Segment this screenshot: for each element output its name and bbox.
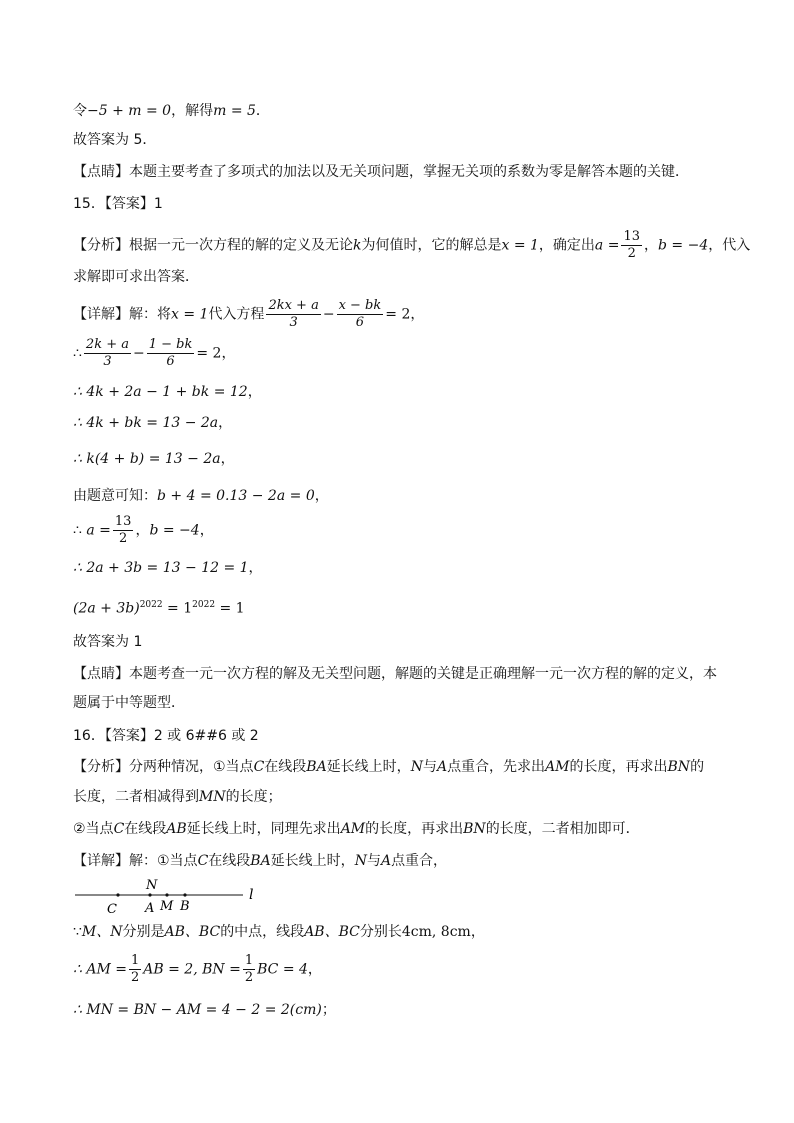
var: AB、BC: [164, 924, 221, 940]
question-16-answer: 16．【答案】2 或 6##6 或 2: [73, 728, 259, 744]
text: 点重合，: [391, 853, 448, 869]
text: 代入方程: [208, 306, 265, 323]
denominator: 2: [130, 970, 140, 985]
numerator: 1 − bk: [148, 337, 193, 352]
step-6: [73, 514, 214, 547]
operator: −: [322, 306, 335, 323]
denominator: 6: [355, 315, 365, 330]
point-M: [165, 893, 168, 896]
label-M: M: [160, 899, 174, 914]
text: 与: [366, 853, 381, 869]
because-symbol: ∵: [73, 924, 82, 940]
text: 的: [690, 759, 705, 775]
fraction: [113, 514, 134, 547]
text: ；: [321, 1002, 336, 1018]
denominator: 3: [289, 315, 298, 330]
fraction: [243, 953, 255, 986]
var: M、N: [81, 924, 123, 940]
text: 与: [422, 759, 437, 775]
equation: = 2: [385, 306, 411, 323]
step-mn: [73, 1001, 336, 1019]
equation: a =: [594, 237, 620, 254]
therefore-symbol: ∴: [73, 522, 82, 539]
text: 为何值时，它的解总是: [361, 237, 502, 254]
equation: (2a + 3b): [73, 600, 140, 617]
fraction: [337, 298, 384, 331]
analysis-16: [73, 758, 704, 776]
var: C: [197, 853, 209, 869]
equation: m = 5: [213, 103, 256, 119]
var: C: [253, 759, 265, 775]
text: ．: [255, 103, 270, 119]
var: A: [436, 759, 448, 775]
line-solve-m: [73, 102, 270, 120]
exponent: 2022: [192, 600, 216, 610]
denominator: 3: [103, 354, 112, 369]
equation: b = −4: [658, 237, 709, 254]
equation: ∴ 4k + 2a − 1 + bk = 12: [73, 384, 248, 400]
fraction: [84, 337, 131, 370]
label-l: l: [249, 887, 254, 903]
var: A: [380, 853, 392, 869]
text: 的长度，再求出: [569, 759, 668, 775]
text: 在线段: [208, 853, 251, 869]
var: AB: [166, 821, 187, 837]
step-7: [73, 559, 263, 577]
var: AM: [340, 821, 366, 837]
lengths: 4cm, 8cm: [401, 924, 471, 940]
text: ，: [248, 560, 263, 576]
var: N: [354, 853, 367, 869]
text: ，代入: [708, 237, 751, 254]
numerator: x − bk: [338, 298, 382, 313]
text: 的长度；: [225, 789, 282, 805]
text: ，解得: [171, 103, 214, 119]
equation: −5 + m = 0: [87, 103, 172, 119]
text: ，: [470, 924, 485, 940]
label-A: A: [145, 901, 155, 916]
numerator: 2k + a: [85, 337, 129, 352]
text: ，: [644, 237, 658, 254]
text: ，: [135, 522, 150, 539]
numerator: 1: [244, 953, 254, 968]
step-midpoints: [73, 923, 485, 941]
text: ，: [314, 488, 329, 504]
text: 延长线上时，: [270, 853, 355, 869]
step-8: [73, 596, 245, 618]
text: 的长度，二者相加即可．: [485, 821, 640, 837]
step-5: [73, 487, 329, 505]
text: ，: [247, 384, 262, 400]
text: 由题意可知：: [73, 488, 157, 504]
analysis-16-cont: [73, 788, 282, 806]
number-line-diagram: [73, 873, 273, 918]
text: 分别长: [359, 924, 402, 940]
fraction: [266, 298, 320, 331]
text: ②当点: [73, 821, 114, 837]
text: ，: [307, 961, 322, 978]
text: 【分析】分两种情况，①当点: [73, 759, 254, 775]
var: MN: [199, 789, 226, 805]
equation: AB = 2, BN =: [143, 961, 241, 978]
step-am-bn: [73, 953, 322, 986]
step-1: [73, 337, 235, 370]
equation: ∴ 2a + 3b = 13 − 12 = 1: [73, 560, 249, 576]
equation: = 2: [196, 345, 222, 362]
point-A: [148, 893, 151, 896]
equation: = 1: [215, 600, 245, 617]
text: 【详解】解：将: [73, 306, 171, 323]
text: 延长线上时，: [326, 759, 411, 775]
text: 在线段: [264, 759, 307, 775]
equation: x = 1: [171, 306, 209, 323]
equation: ∴ k(4 + b) = 13 − 2a: [73, 451, 221, 467]
fraction: [147, 337, 195, 370]
denominator: 2: [119, 531, 128, 546]
text: 【分析】根据一元一次方程的解的定义及无论: [73, 237, 353, 254]
label-N: N: [146, 878, 158, 893]
exponent: 2022: [139, 600, 163, 610]
text: ，: [218, 415, 233, 431]
numerator: 13: [114, 514, 132, 529]
detail-15: [73, 298, 424, 331]
step-4: [73, 450, 235, 468]
therefore-symbol: ∴: [73, 345, 82, 362]
denominator: 6: [166, 354, 175, 369]
detail-16: [73, 852, 447, 870]
numerator: 13: [623, 229, 640, 244]
text: 【详解】解：①当点: [73, 853, 198, 869]
denominator: 2: [627, 246, 636, 261]
numerator: 1: [130, 953, 140, 968]
step-3: [73, 414, 232, 432]
equation: a =: [86, 522, 111, 539]
text: ，: [221, 345, 236, 362]
equation: ∴ 4k + bk = 13 − 2a: [73, 415, 219, 431]
equation: BC = 4: [257, 961, 308, 978]
var: BA: [306, 759, 327, 775]
equation: b + 4 = 0.13 − 2a = 0: [157, 488, 315, 504]
var: AM: [545, 759, 570, 775]
denominator: 2: [244, 970, 254, 985]
comment-line: 【点睛】本题主要考查了多项式的加法以及无关项问题，掌握无关项的系数为零是解答本题的关键．: [73, 164, 689, 180]
answer-line: 故答案为 5．: [73, 132, 157, 148]
text: 的长度，再求出: [365, 821, 464, 837]
analysis-15-cont: 求解即可求出答案．: [73, 269, 199, 285]
equation: ∴ AM =: [73, 961, 127, 978]
answer-line: 故答案为 1: [73, 634, 143, 650]
text: 在线段: [124, 821, 167, 837]
equation: x = 1: [501, 237, 539, 254]
equation: ∴ MN = BN − AM = 4 − 2 = 2(cm): [73, 1002, 322, 1018]
text: 分别是: [122, 924, 165, 940]
var: BN: [463, 821, 486, 837]
label-C: C: [107, 902, 117, 917]
analysis-15: [73, 229, 750, 262]
comment-line-cont: 题属于中等题型．: [73, 695, 185, 711]
comment-line: 【点睛】本题考查一元一次方程的解及无关型问题，解题的关键是正确理解一元一次方程的解的定义，本: [73, 666, 717, 682]
analysis-16-case2: [73, 820, 640, 838]
text: 令: [73, 103, 87, 119]
var: C: [113, 821, 125, 837]
equation: b = −4: [149, 522, 200, 539]
text: 的中点，线段: [220, 924, 305, 940]
fraction: [129, 953, 141, 986]
text: ，: [199, 522, 214, 539]
var: N: [410, 759, 423, 775]
text: ，确定出: [538, 237, 595, 254]
point-B: [183, 893, 186, 896]
label-B: B: [180, 899, 190, 914]
text: ，: [410, 306, 425, 323]
fraction: [621, 229, 642, 262]
text: 长度，二者相减得到: [73, 789, 199, 805]
operator: −: [132, 345, 145, 362]
text: 延长线上时，同理先求出: [186, 821, 341, 837]
numerator: 2kx + a: [268, 298, 319, 313]
text: 点重合，先求出: [447, 759, 546, 775]
equation: = 1: [162, 600, 193, 617]
step-2: [73, 383, 262, 401]
var: BA: [250, 853, 271, 869]
var: AB、BC: [304, 924, 360, 940]
var-k: k: [353, 237, 362, 254]
question-15-answer: 15．【答案】1: [73, 196, 163, 212]
point-C: [116, 893, 119, 896]
var: BN: [667, 759, 691, 775]
text: ，: [220, 451, 235, 467]
